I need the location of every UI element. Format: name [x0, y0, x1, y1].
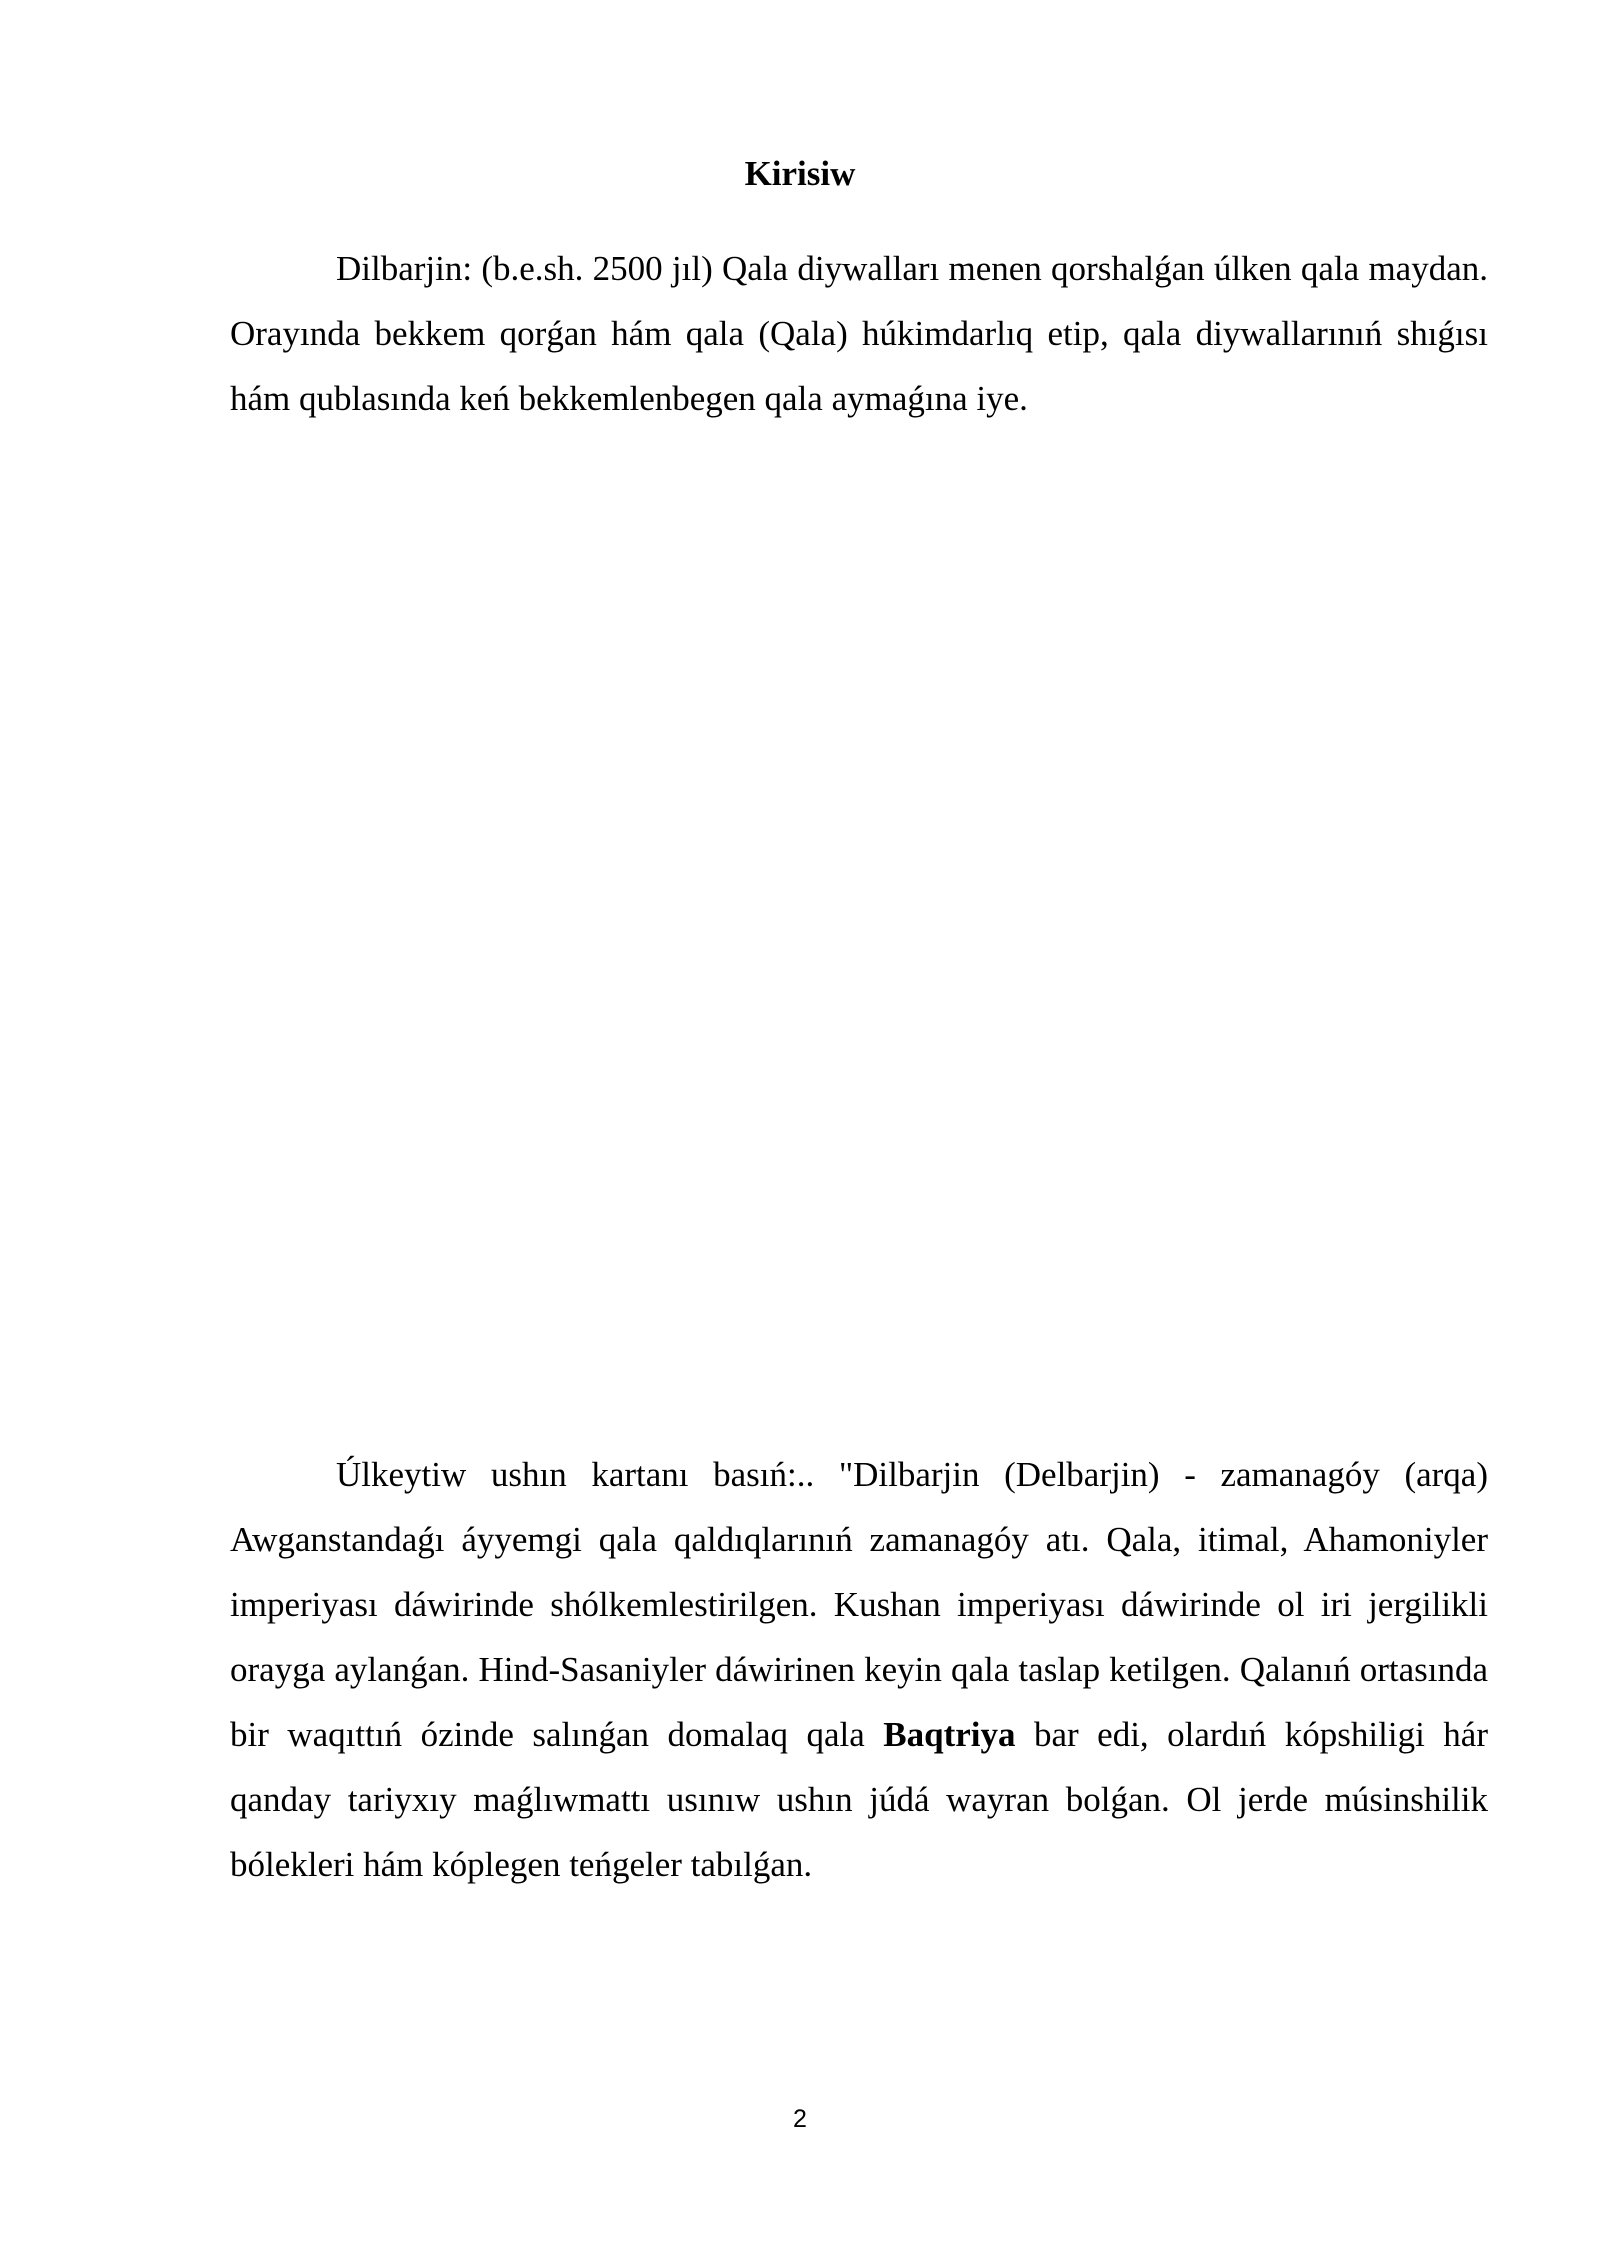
paragraph-text-end: bar edi, olardıń kópshiligi hár qanday tariyxıy maǵlıwmattı usınıw ushın júdá wayran bolǵan. Ol jerde músinshilik bólekleri hám kóplegen teńgeler tabılǵan. [230, 1715, 1488, 1884]
paragraph-description [230, 1442, 1488, 1897]
paragraph-intro: Dilbarjin: (b.e.sh. 2500 jıl) Qala diywalları menen qorshalǵan úlken qala maydan. Orayında bekkem qorǵan hám qala (Qala) húkimdarlıq etip, qala diywallarınıń shıǵısı hám qublasında keń bekkemlenbegen qala aymaǵına iye. [230, 249, 1488, 418]
paragraph-text-start: Úlkeytiw ushın kartanı basıń:.. "Dilbarjin (Delbarjin) - zamanagóy (arqa) Awganstandaǵı áyyemgi qala qaldıqlarınıń zamanagóy atı. Qala, itimal, Ahamoniyler imperiyası dáwirinde shólkemlestirilgen. Kushan imperiyası dáwirinde ol iri jergilikli orayga aylanǵan. Hind-Sasaniyler dáwirinen keyin qala taslap ketilgen. Qalanıń ortasında bir waqıttıń ózinde salınǵan domalaq qala [230, 1455, 1488, 1754]
page-title: Kirisiw [744, 154, 856, 193]
bold-term-baqtriya: Baqtriya [883, 1715, 1016, 1754]
page-number: 2 [793, 2105, 807, 2133]
